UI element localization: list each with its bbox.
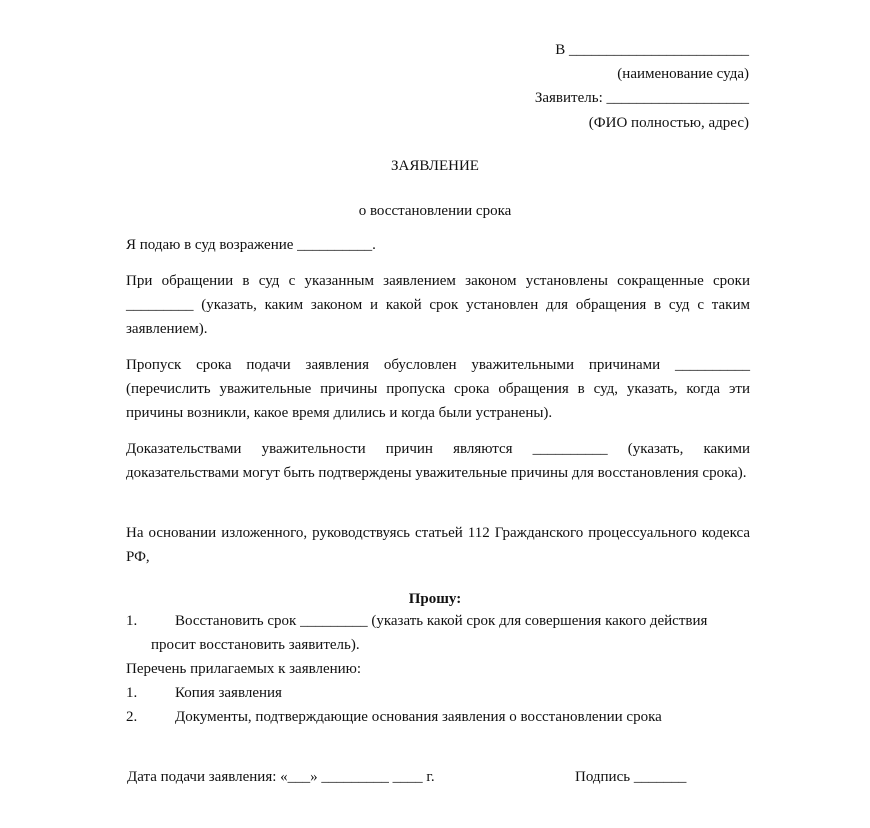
applicant-caption: (ФИО полностью, адрес) [588, 115, 749, 131]
request-item-number: 1. [126, 613, 138, 629]
paragraph-objection: Я подаю в суд возражение __________. [126, 237, 376, 253]
attachments-heading: Перечень прилагаемых к заявлению: [126, 661, 362, 677]
attachment-item-number: 2. [126, 709, 138, 725]
paragraph-legal-basis: На основании изложенного, руководствуясь статьей 112 Гражданского процессуального кодекса РФ, [126, 525, 750, 565]
request-item-text-continued: просит восстановить заявитель). [151, 637, 360, 653]
applicant-line: Заявитель: ___________________ [534, 90, 749, 106]
court-line: В ________________________ [555, 42, 749, 58]
court-caption: (наименование суда) [617, 66, 749, 82]
paragraph-reasons: Пропуск срока подачи заявления обусловлен уважительными причинами __________ (перечислить уважительные причины пропуска срока обращения в суд, указать, когда эти причины возникли, какое время длились и когда были устранены). [126, 357, 750, 421]
request-heading: Прошу: [408, 591, 462, 607]
document-subtitle: о восстановлении срока [358, 203, 512, 219]
signature-line: Подпись _______ [575, 769, 687, 785]
date-line: Дата подачи заявления: «___» _________ ____ г. [127, 769, 435, 785]
attachment-item-text: Документы, подтверждающие основания заявления о восстановлении срока [175, 709, 662, 725]
paragraph-deadlines: При обращении в суд с указанным заявлением законом установлены сокращенные сроки _________ (указать, каким законом и какой срок установлен для обращения в суд с таким заявлением). [126, 273, 750, 337]
attachment-item-text: Копия заявления [175, 685, 282, 701]
document-title: ЗАЯВЛЕНИЕ [391, 158, 479, 174]
request-item-text: Восстановить срок _________ (указать какой срок для совершения какого действия [175, 613, 708, 629]
attachment-item-number: 1. [126, 685, 138, 701]
paragraph-evidence: Доказательствами уважительности причин являются __________ (указать, какими доказательствами могут быть подтверждены уважительные причины для восстановления срока). [126, 441, 750, 481]
